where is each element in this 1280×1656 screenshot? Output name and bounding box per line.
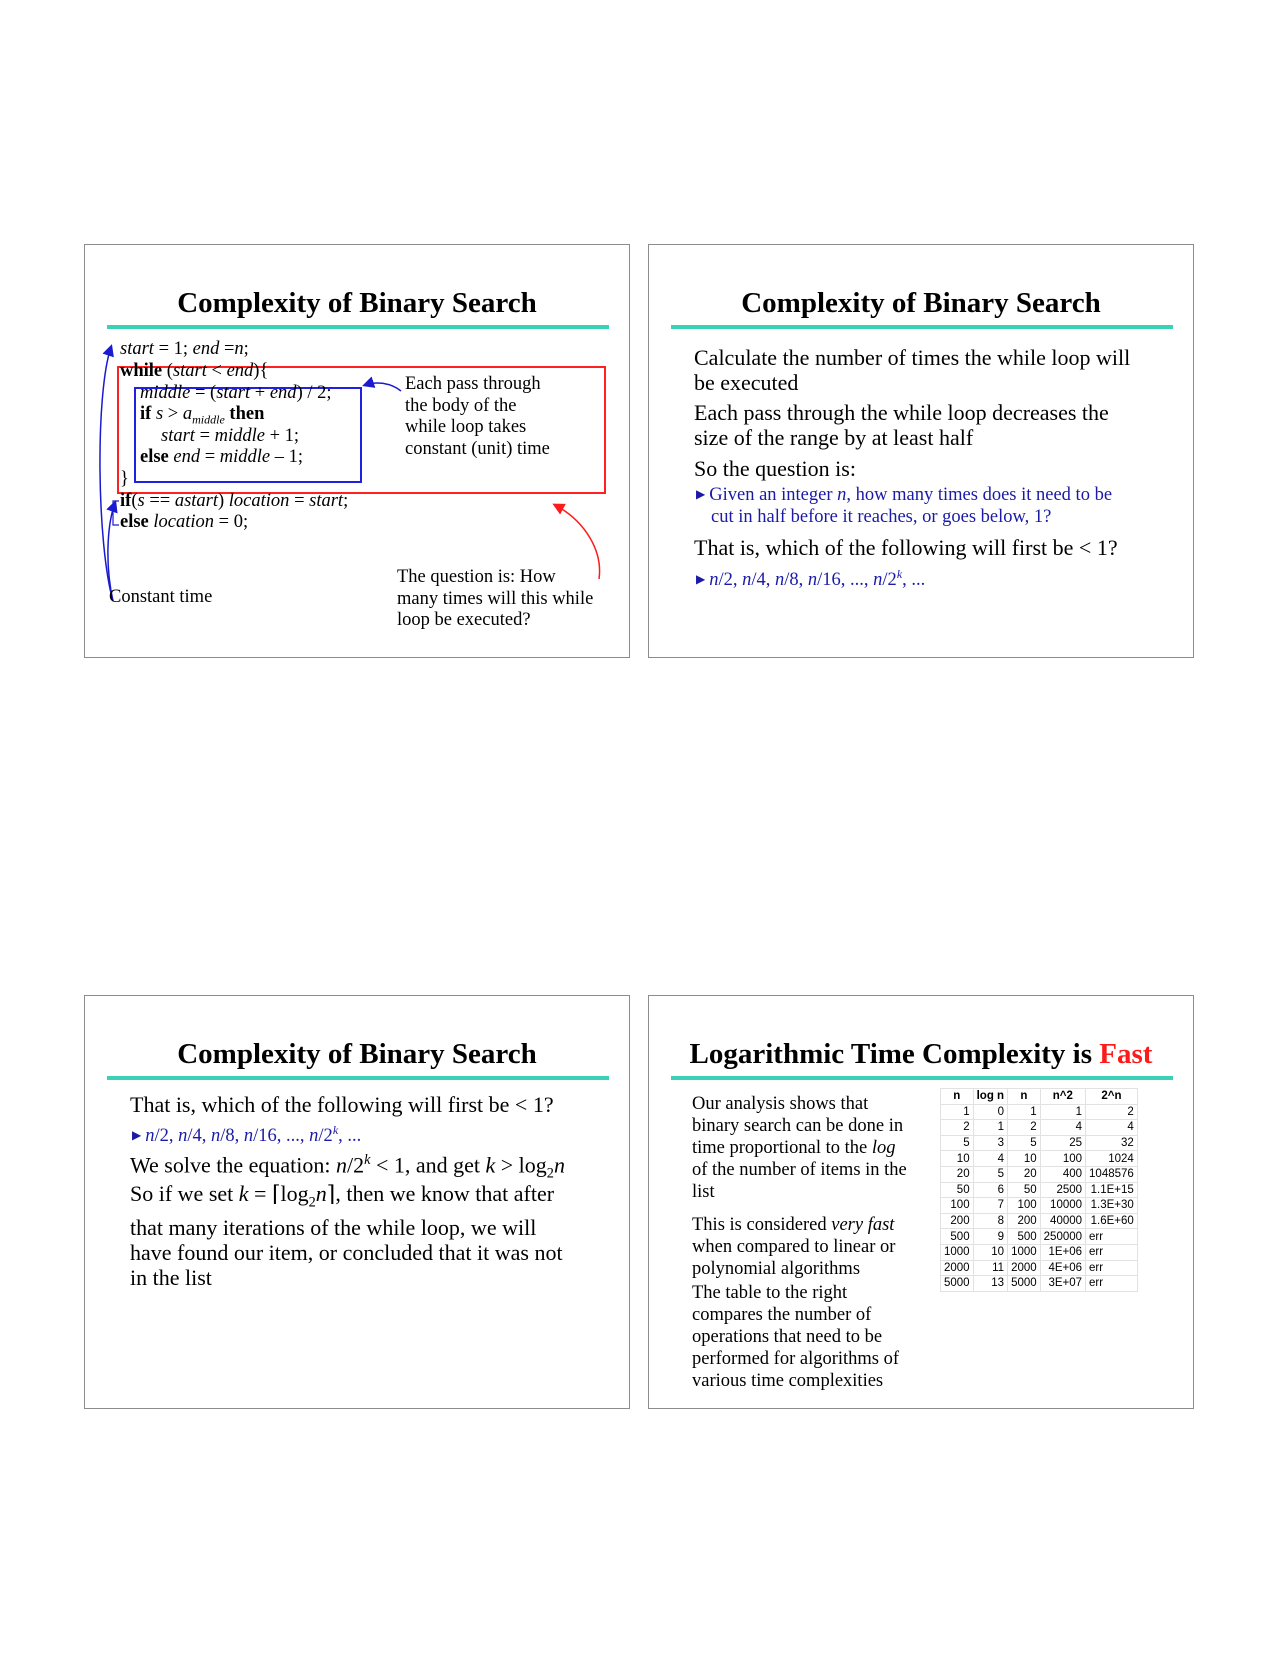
slide-4 bbox=[648, 995, 1194, 1409]
table-cell: 1.3E+30 bbox=[1086, 1198, 1138, 1214]
table-cell: 1048576 bbox=[1086, 1166, 1138, 1182]
table-cell: 10 bbox=[973, 1244, 1007, 1260]
table-row bbox=[941, 1120, 1138, 1136]
paragraph-analysis: Our analysis shows that binary search can be done in time proportional to the log of the number of items in the list bbox=[692, 1094, 907, 1202]
title-underline bbox=[671, 1076, 1173, 1080]
code-line-if: if $s > a_{middle}$ then bbox=[140, 404, 265, 427]
paragraph-table-desc: The table to the right compares the number of operations that need to be performed for algorithms of various time complexities bbox=[692, 1283, 900, 1391]
slide-title: Logarithmic Time Complexity is Fast bbox=[689, 1038, 1153, 1070]
table-cell: 2 bbox=[941, 1120, 974, 1136]
table-cell: 11 bbox=[973, 1260, 1007, 1276]
table-cell: 5 bbox=[941, 1135, 974, 1151]
header-log-n: log n bbox=[973, 1089, 1007, 1105]
table-cell: 10 bbox=[1008, 1151, 1041, 1167]
table-row bbox=[941, 1135, 1138, 1151]
table-row bbox=[941, 1213, 1138, 1229]
code-line-if-location: if(s == astart) location = start; bbox=[120, 491, 349, 511]
table-row bbox=[941, 1244, 1138, 1260]
table-cell: 200 bbox=[1008, 1213, 1041, 1229]
code-line-middle: middle = (start + end) / 2; bbox=[140, 383, 332, 403]
paragraph-question: So the question is: bbox=[694, 456, 856, 481]
table-row bbox=[941, 1198, 1138, 1214]
table-cell: 1024 bbox=[1086, 1151, 1138, 1167]
table-cell: 32 bbox=[1086, 1135, 1138, 1151]
paragraph-that-is: That is, which of the following will first be < 1? bbox=[130, 1092, 554, 1117]
bullet-icon: ▶ bbox=[696, 487, 706, 501]
title-underline bbox=[107, 1076, 609, 1080]
table-cell: 10 bbox=[941, 1151, 974, 1167]
table-cell: 25 bbox=[1040, 1135, 1085, 1151]
table-cell: 3E+07 bbox=[1040, 1276, 1085, 1292]
table-cell: 1000 bbox=[1008, 1244, 1041, 1260]
bullet-sequence: ▶ n/2, n/4, n/8, n/16, ..., n/2$^k$, ... bbox=[696, 567, 926, 591]
table-cell: 500 bbox=[1008, 1229, 1041, 1245]
table-cell: 200 bbox=[941, 1213, 974, 1229]
table-cell: 100 bbox=[1008, 1198, 1041, 1214]
table-cell: 5 bbox=[973, 1166, 1007, 1182]
table-cell: 2000 bbox=[941, 1260, 974, 1276]
code-line-while: while (start < end){ bbox=[120, 361, 269, 381]
table-cell: 20 bbox=[941, 1166, 974, 1182]
table-cell: err bbox=[1086, 1229, 1138, 1245]
header-n-linear: n bbox=[1008, 1089, 1041, 1105]
paragraph-equation: We solve the equation: $n/2^k < 1$, and get $k > \log_2n$ bbox=[130, 1152, 565, 1182]
table-cell: 100 bbox=[1040, 1151, 1085, 1167]
table-cell: 1E+06 bbox=[1040, 1244, 1085, 1260]
table-cell: 2000 bbox=[1008, 1260, 1041, 1276]
table-row bbox=[941, 1229, 1138, 1245]
table-cell: err bbox=[1086, 1260, 1138, 1276]
table-cell: 13 bbox=[973, 1276, 1007, 1292]
header-2-pow-n: 2^n bbox=[1086, 1089, 1138, 1105]
table-cell: 4E+06 bbox=[1040, 1260, 1085, 1276]
table-cell: 1 bbox=[941, 1104, 974, 1120]
table-cell: 8 bbox=[973, 1213, 1007, 1229]
code-line-start-assign: start = middle + 1; bbox=[161, 426, 300, 446]
paragraph-that-is: That is, which of the following will first be < 1? bbox=[694, 535, 1118, 560]
code-line-else: else end = middle – 1; bbox=[140, 447, 304, 467]
paragraph-calculate: Calculate the number of times the while loop will be executed bbox=[694, 345, 1131, 395]
table-cell: 1 bbox=[1008, 1104, 1041, 1120]
table-cell: 250000 bbox=[1040, 1229, 1085, 1245]
table-cell: 1.6E+60 bbox=[1086, 1213, 1138, 1229]
table-cell: 9 bbox=[973, 1229, 1007, 1245]
table-cell: 2 bbox=[1086, 1104, 1138, 1120]
table-cell: 6 bbox=[973, 1182, 1007, 1198]
table-cell: 7 bbox=[973, 1198, 1007, 1214]
table-cell: 4 bbox=[973, 1151, 1007, 1167]
title-underline bbox=[671, 325, 1173, 329]
complexity-table bbox=[940, 1088, 1138, 1292]
table-cell: 0 bbox=[973, 1104, 1007, 1120]
code-line-close: } bbox=[120, 469, 129, 489]
table-row bbox=[941, 1276, 1138, 1292]
table-cell: 5 bbox=[1008, 1135, 1041, 1151]
table-cell: 1 bbox=[1040, 1104, 1085, 1120]
table-cell: 1 bbox=[973, 1120, 1007, 1136]
table-header-row bbox=[941, 1089, 1138, 1105]
table-cell: 400 bbox=[1040, 1166, 1085, 1182]
slide-title: Complexity of Binary Search bbox=[177, 287, 537, 319]
table-row bbox=[941, 1166, 1138, 1182]
slide-1 bbox=[84, 244, 630, 658]
table-cell: 2 bbox=[1008, 1120, 1041, 1136]
table-cell: 4 bbox=[1040, 1120, 1085, 1136]
table-row bbox=[941, 1182, 1138, 1198]
paragraph-conclusion: So if we set $k = ⌈\log_2n⌉$, then we know that after that many iterations of the while loop, we will have found our item, or concluded that it was not in the list bbox=[130, 1181, 563, 1291]
paragraph-very-fast: This is considered very fast when compared to linear or polynomial algorithms bbox=[692, 1215, 896, 1279]
note-pass-through: Each pass through the body of the while loop takes constant (unit) time bbox=[405, 374, 550, 459]
bullet-icon: ▶ bbox=[696, 572, 706, 587]
slide-title: Complexity of Binary Search bbox=[177, 1038, 537, 1070]
bullet-given-integer: ▶ Given an integer n, how many times does it need to be cut in half before it reaches, or goes below, 1? bbox=[696, 485, 1113, 527]
header-n-squared: n^2 bbox=[1040, 1089, 1085, 1105]
slide-title: Complexity of Binary Search bbox=[741, 287, 1101, 319]
table-cell: 1.1E+15 bbox=[1086, 1182, 1138, 1198]
table-cell: 500 bbox=[941, 1229, 974, 1245]
header-n: n bbox=[941, 1089, 974, 1105]
table-cell: 40000 bbox=[1040, 1213, 1085, 1229]
code-line-init: start = 1; end =n; bbox=[120, 339, 249, 359]
slide-2 bbox=[648, 244, 1194, 658]
bullet-sequence: ▶ n/2, n/4, n/8, n/16, ..., n/2$^k$, ... bbox=[132, 1123, 362, 1147]
paragraph-each-pass: Each pass through the while loop decreases the size of the range by at least half bbox=[694, 400, 1109, 450]
title-highlight: Fast bbox=[1099, 1038, 1153, 1070]
note-question: The question is: How many times will this while loop be executed? bbox=[397, 567, 594, 630]
table-cell: 4 bbox=[1086, 1120, 1138, 1136]
table-row bbox=[941, 1104, 1138, 1120]
table-row bbox=[941, 1260, 1138, 1276]
slide-3 bbox=[84, 995, 630, 1409]
table-cell: 100 bbox=[941, 1198, 974, 1214]
note-constant-time: Constant time bbox=[109, 587, 213, 607]
table-cell: 2500 bbox=[1040, 1182, 1085, 1198]
table-row bbox=[941, 1151, 1138, 1167]
table-cell: 5000 bbox=[941, 1276, 974, 1292]
table-cell: 10000 bbox=[1040, 1198, 1085, 1214]
code-line-else-location: else location = 0; bbox=[120, 512, 249, 532]
table-cell: 50 bbox=[941, 1182, 974, 1198]
table-cell: err bbox=[1086, 1244, 1138, 1260]
bullet-icon: ▶ bbox=[132, 1128, 142, 1143]
table-cell: 1000 bbox=[941, 1244, 974, 1260]
table-cell: 5000 bbox=[1008, 1276, 1041, 1292]
table-cell: 3 bbox=[973, 1135, 1007, 1151]
table-cell: 20 bbox=[1008, 1166, 1041, 1182]
table-cell: err bbox=[1086, 1276, 1138, 1292]
table-cell: 50 bbox=[1008, 1182, 1041, 1198]
